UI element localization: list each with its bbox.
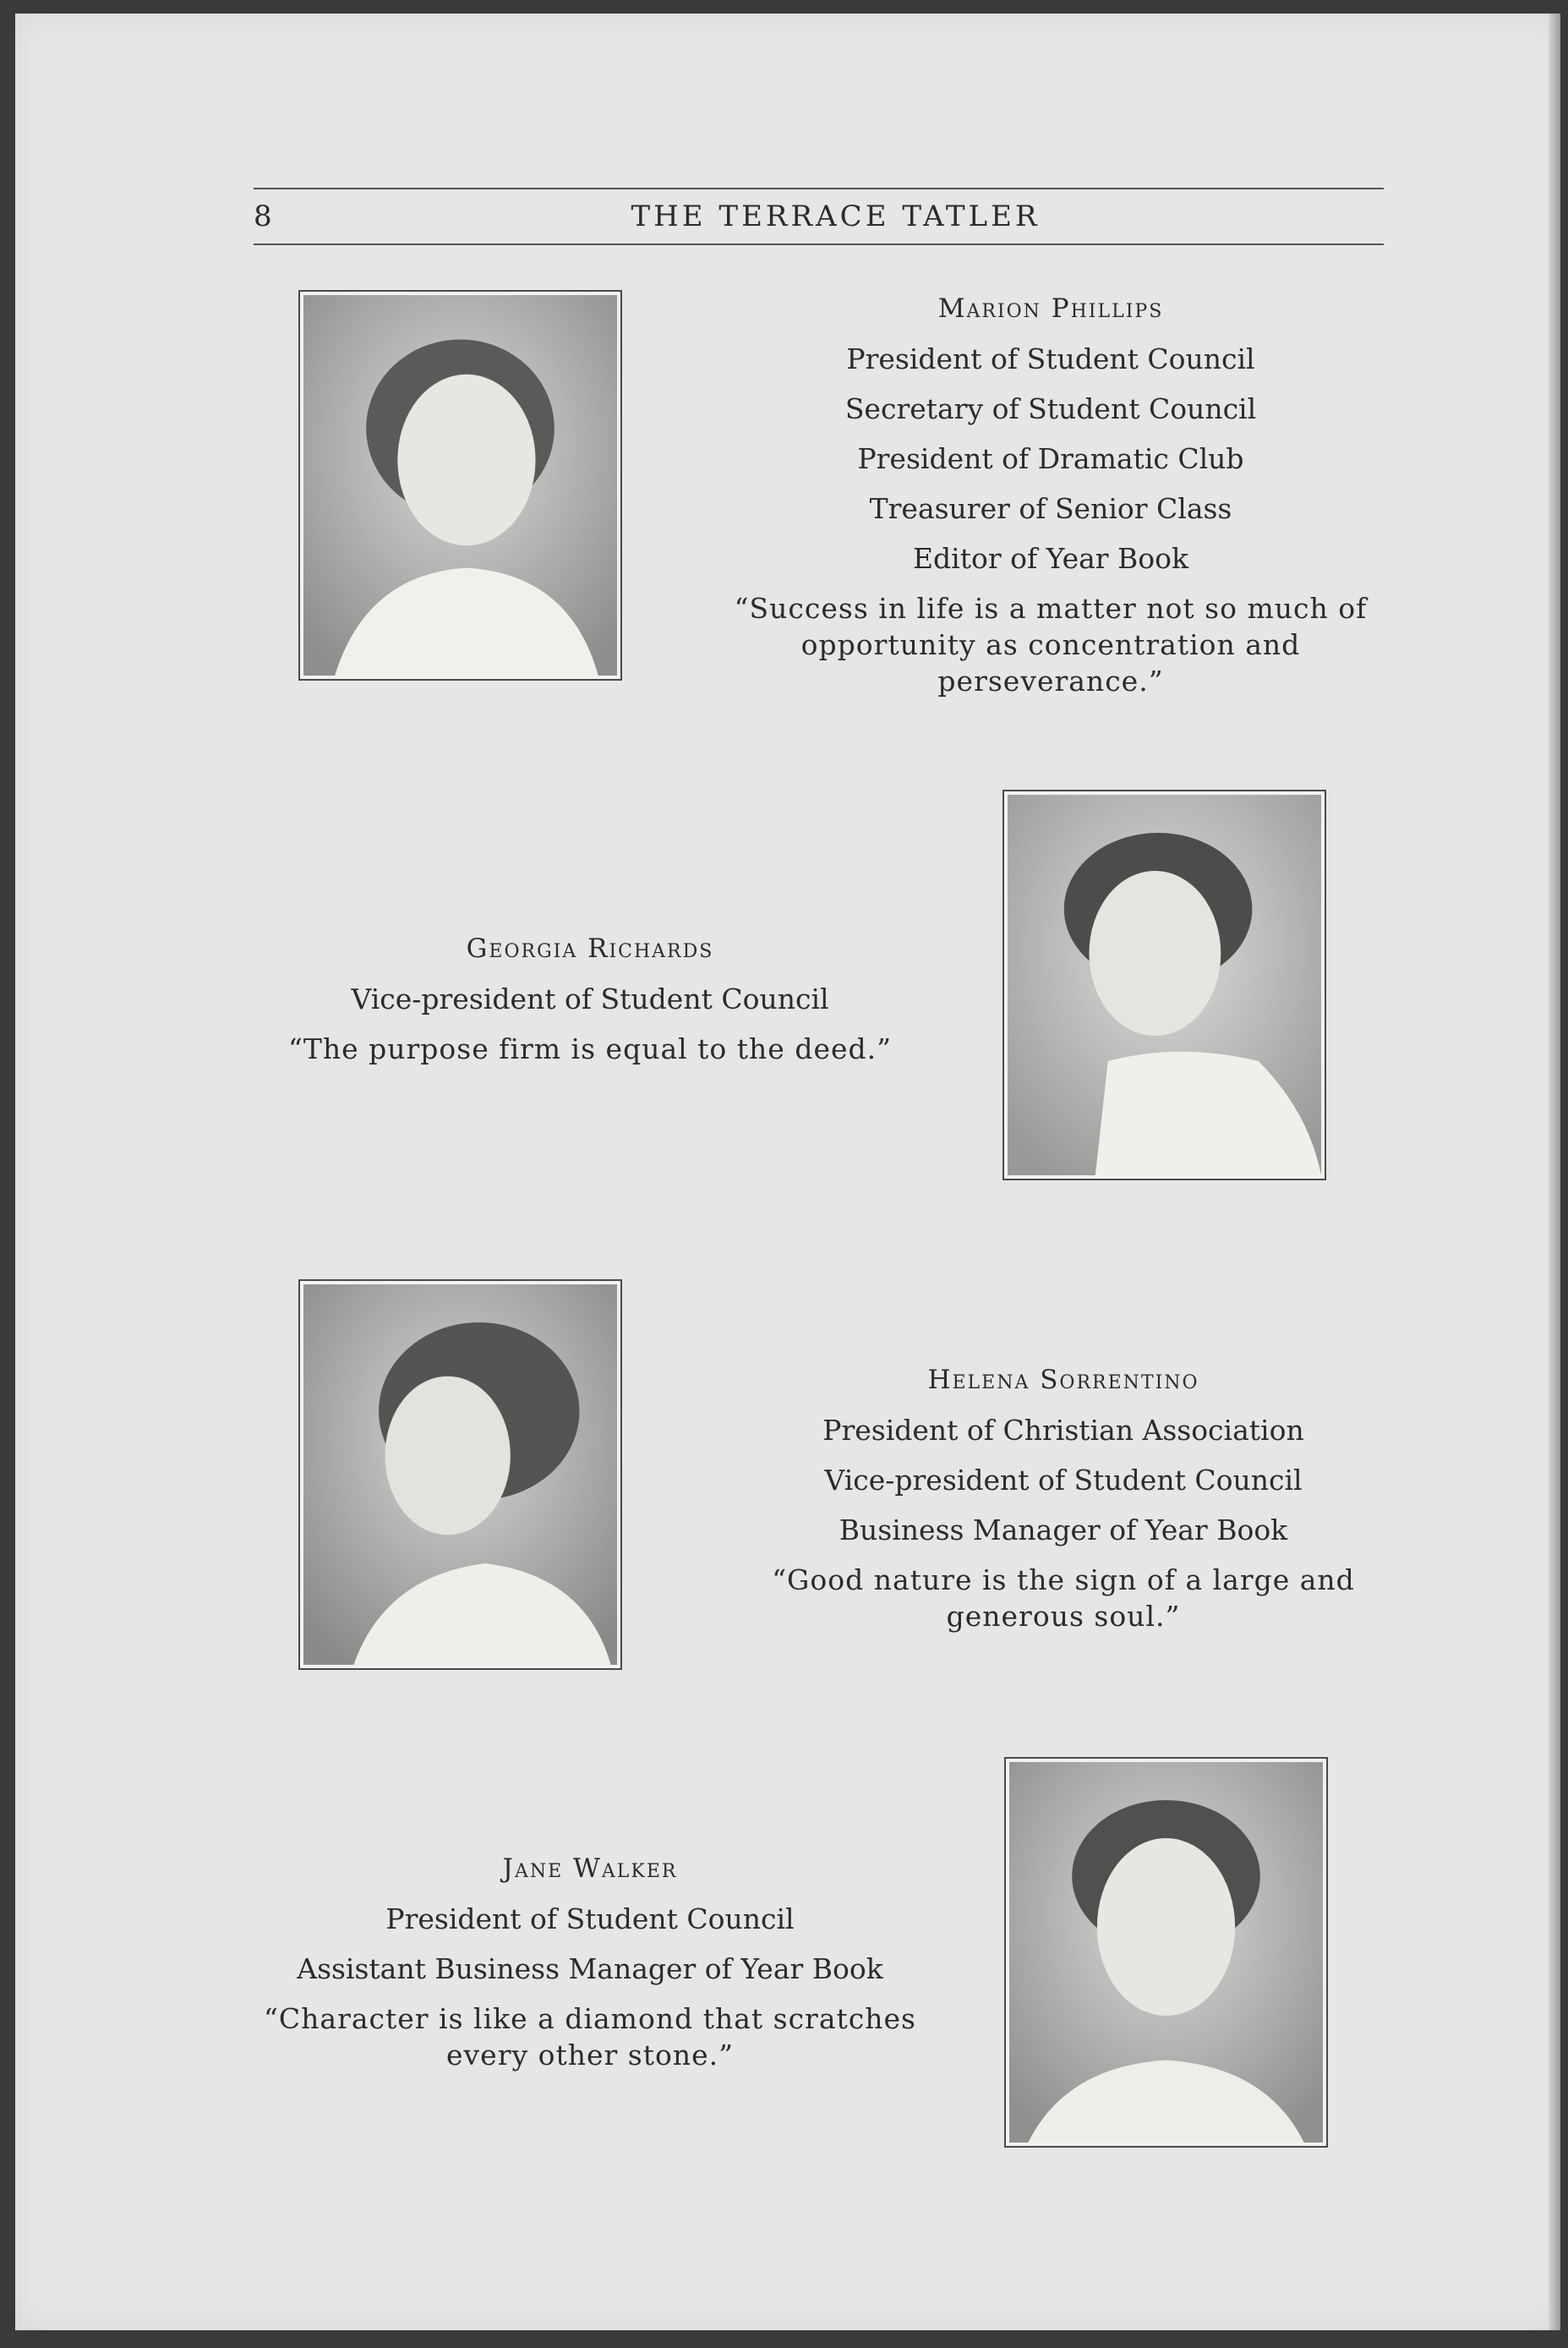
entry-jane-walker	[260, 1844, 920, 2073]
student-quote: “Good nature is the sign of a large and generous soul.”	[772, 1563, 1355, 1633]
student-name: Jane Walker	[502, 1853, 678, 1884]
student-name: Helena Sorrentino	[927, 1365, 1199, 1395]
office-line: Business Manager of Year Book	[839, 1513, 1288, 1546]
portrait-photo-icon	[1008, 795, 1321, 1175]
page-spine-shadow	[1549, 14, 1560, 2330]
yearbook-page	[15, 14, 1560, 2330]
portrait-photo-3	[298, 1279, 622, 1670]
portrait-photo-icon	[1009, 1762, 1323, 2143]
office-line: President of Student Council	[385, 1902, 795, 1935]
entry-helena-sorrentino	[759, 1355, 1368, 1634]
portrait-photo-4	[1004, 1757, 1328, 2148]
office-line: President of Dramatic Club	[857, 442, 1244, 475]
office-line: President of Christian Association	[822, 1414, 1304, 1447]
publication-title: THE TERRACE TATLER	[631, 200, 1041, 233]
office-line: Editor of Year Book	[912, 542, 1189, 575]
entry-marion-phillips	[717, 284, 1385, 699]
header-rule-bottom	[254, 244, 1384, 245]
student-quote: “Success in life is a matter not so much of opportunity as concentration and perseverance.”	[734, 592, 1368, 698]
portrait-photo-icon	[303, 295, 617, 676]
running-header	[254, 200, 1384, 233]
entry-georgia-richards	[269, 924, 911, 1067]
portrait-photo-icon	[303, 1284, 617, 1665]
office-line: Assistant Business Manager of Year Book	[297, 1952, 883, 1985]
office-line: Vice-president of Student Council	[824, 1464, 1303, 1497]
portrait-photo-1	[298, 290, 622, 681]
portrait-photo-2	[1003, 790, 1326, 1180]
office-line: Treasurer of Senior Class	[869, 492, 1232, 525]
student-name: Marion Phillips	[937, 293, 1164, 324]
page-number: 8	[254, 200, 273, 233]
student-quote: “The purpose firm is equal to the deed.”	[287, 1032, 892, 1065]
office-line: President of Student Council	[846, 342, 1255, 375]
student-name: Georgia Richards	[466, 933, 714, 964]
office-line: Secretary of Student Council	[844, 392, 1257, 425]
header-rule-top	[254, 188, 1384, 189]
office-line: Vice-president of Student Council	[351, 982, 829, 1015]
student-quote: “Character is like a diamond that scratches every other stone.”	[264, 2002, 916, 2072]
